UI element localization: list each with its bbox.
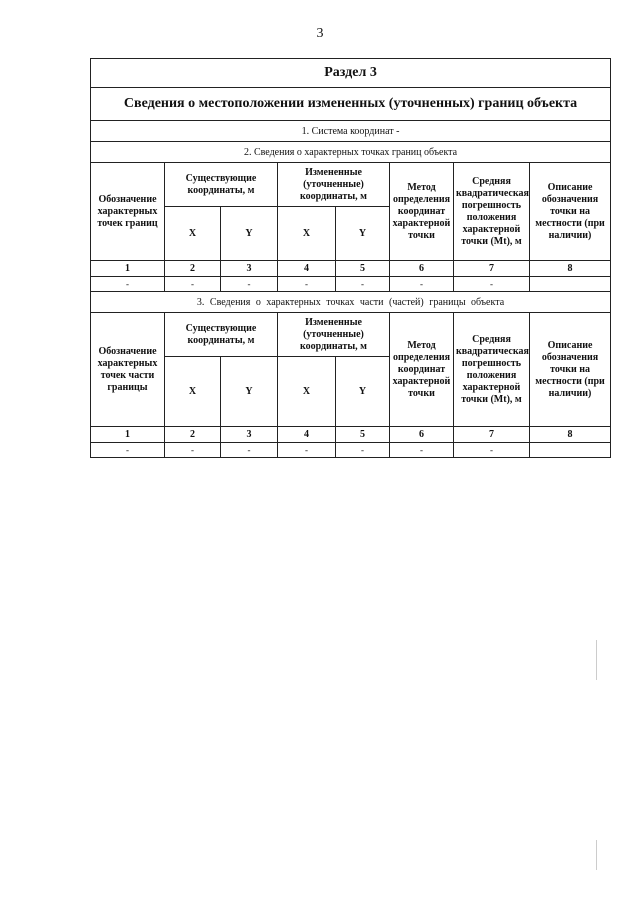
- t2-num-5: 5: [336, 427, 390, 443]
- t2-col-point: Обозначение характерных точек части границы: [91, 313, 165, 427]
- t2-cell: -: [91, 443, 165, 458]
- t2-cell: -: [454, 443, 530, 458]
- t1-col-accuracy: Средняя квадратическая погрешность положения характерной точки (Mt), м: [454, 163, 530, 261]
- t2-num-3: 3: [221, 427, 278, 443]
- t1-num-8: 8: [530, 261, 611, 277]
- t2-col-accuracy: Средняя квадратическая погрешность положения характерной точки (Mt), м: [454, 313, 530, 427]
- section-title: Раздел 3: [91, 59, 611, 88]
- t2-cell: -: [336, 443, 390, 458]
- t1-cell: -: [91, 277, 165, 292]
- t1-num-3: 3: [221, 261, 278, 277]
- t1-cell: -: [336, 277, 390, 292]
- section-subtitle: Сведения о местоположении измененных (уточненных) границ объекта: [91, 88, 611, 121]
- t1-num-4: 4: [278, 261, 336, 277]
- t1-cell: [530, 277, 611, 292]
- t1-changed-x: X: [278, 207, 336, 261]
- t1-cell: -: [278, 277, 336, 292]
- t1-cell: -: [221, 277, 278, 292]
- t1-col-changed: Измененные (уточненные) координаты, м: [278, 163, 390, 207]
- t2-col-desc: Описание обозначения точки на местности (при наличии): [530, 313, 611, 427]
- t2-col-method: Метод определения координат характерной точки: [390, 313, 454, 427]
- t2-cell: -: [165, 443, 221, 458]
- t1-col-existing: Существующие координаты, м: [165, 163, 278, 207]
- t1-num-6: 6: [390, 261, 454, 277]
- t2-num-1: 1: [91, 427, 165, 443]
- t2-num-6: 6: [390, 427, 454, 443]
- t2-num-2: 2: [165, 427, 221, 443]
- t1-existing-x: X: [165, 207, 221, 261]
- t1-num-1: 1: [91, 261, 165, 277]
- t1-col-desc: Описание обозначения точки на местности (при наличии): [530, 163, 611, 261]
- t2-cell: -: [221, 443, 278, 458]
- t1-cell: -: [390, 277, 454, 292]
- t2-existing-y: Y: [221, 357, 278, 427]
- t2-num-8: 8: [530, 427, 611, 443]
- t1-cell: -: [454, 277, 530, 292]
- t2-existing-x: X: [165, 357, 221, 427]
- scan-artifact-line: [596, 640, 597, 680]
- t1-existing-y: Y: [221, 207, 278, 261]
- document-body: [90, 58, 610, 458]
- t2-num-4: 4: [278, 427, 336, 443]
- t2-col-existing: Существующие координаты, м: [165, 313, 278, 357]
- t1-num-7: 7: [454, 261, 530, 277]
- t1-num-5: 5: [336, 261, 390, 277]
- t2-changed-y: Y: [336, 357, 390, 427]
- part2-title: 2. Сведения о характерных точках границ объекта: [91, 142, 611, 163]
- t2-col-changed: Измененные (уточненные) координаты, м: [278, 313, 390, 357]
- page-number: 3: [316, 26, 324, 41]
- t1-col-method: Метод определения координат характерной точки: [390, 163, 454, 261]
- section-table: [90, 58, 611, 458]
- part3-title: 3. Сведения о характерных точках части (частей) границы объекта: [91, 292, 611, 313]
- t2-num-7: 7: [454, 427, 530, 443]
- t1-changed-y: Y: [336, 207, 390, 261]
- t2-changed-x: X: [278, 357, 336, 427]
- t1-cell: -: [165, 277, 221, 292]
- t1-col-point: Обозначение характерных точек границ: [91, 163, 165, 261]
- scan-artifact-line: [596, 840, 597, 870]
- t2-cell: [530, 443, 611, 458]
- t2-cell: -: [278, 443, 336, 458]
- t2-cell: -: [390, 443, 454, 458]
- t1-num-2: 2: [165, 261, 221, 277]
- coordinate-system-line: 1. Система координат -: [91, 121, 611, 142]
